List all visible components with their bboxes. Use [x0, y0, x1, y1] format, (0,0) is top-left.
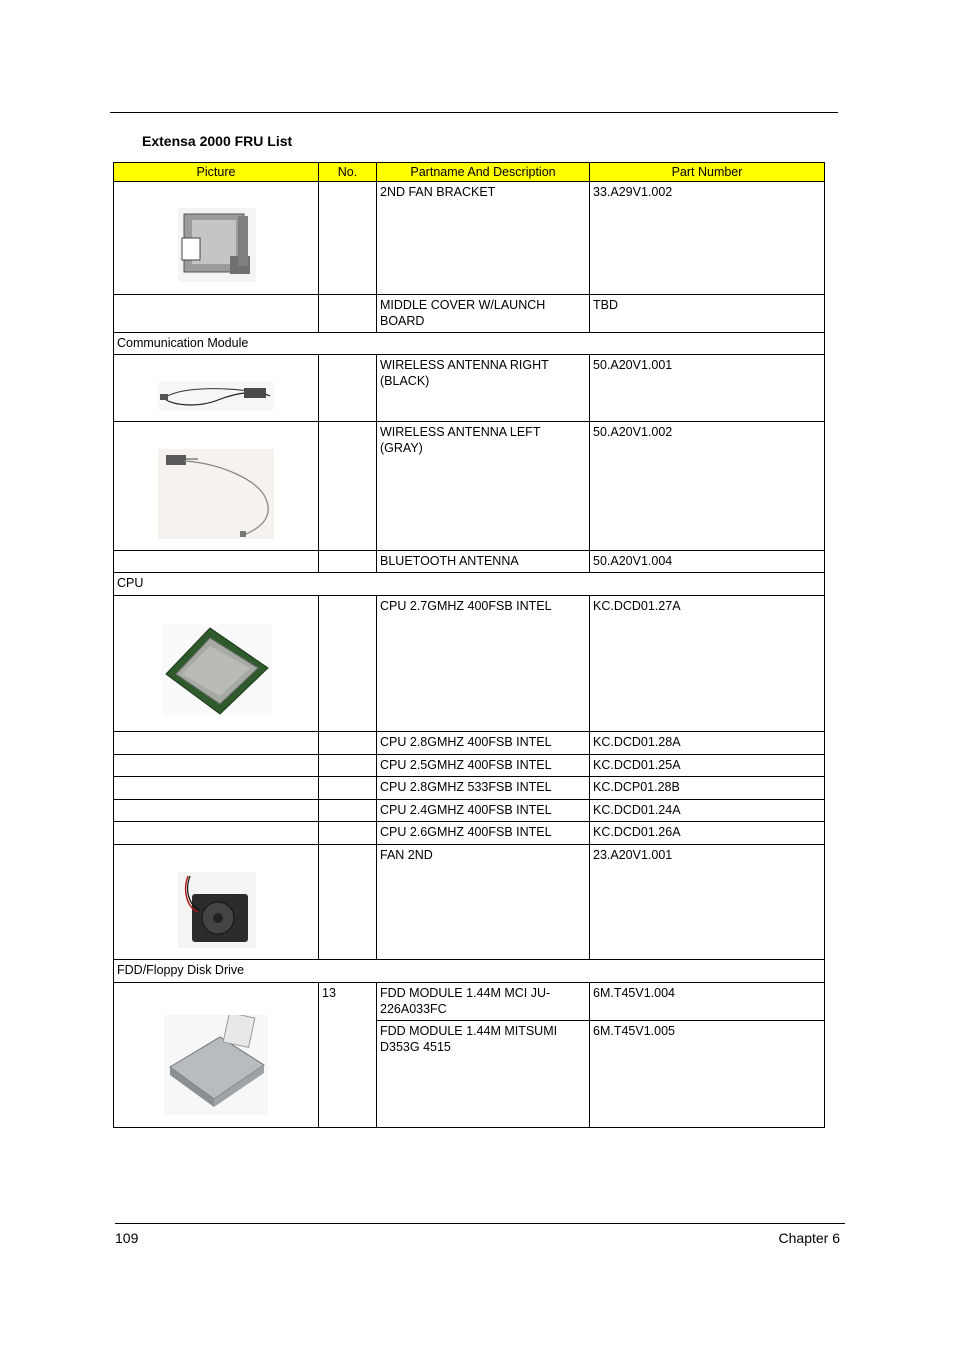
no-cell	[319, 596, 377, 732]
picture-cell	[114, 800, 319, 822]
fru-table	[113, 162, 825, 1128]
section-label: CPU	[114, 573, 825, 596]
no-cell	[319, 551, 377, 573]
part-number-cell: 6M.T45V1.004	[590, 983, 825, 1021]
table-row	[114, 596, 825, 732]
picture-cell	[114, 422, 319, 551]
description-cell: WIRELESS ANTENNA LEFT (GRAY)	[377, 422, 590, 551]
no-cell	[319, 355, 377, 422]
section-label: Communication Module	[114, 333, 825, 355]
part-number-cell: KC.DCD01.26A	[590, 822, 825, 845]
table-row	[114, 355, 825, 422]
fan-bracket-image	[178, 208, 256, 282]
section-row	[114, 333, 825, 355]
table-row	[114, 422, 825, 551]
picture-cell	[114, 551, 319, 573]
no-cell	[319, 422, 377, 551]
table-row	[114, 295, 825, 333]
column-header-description: Partname And Description	[377, 163, 590, 182]
part-number-cell: KC.DCP01.28B	[590, 777, 825, 800]
picture-cell	[114, 755, 319, 777]
header-rule	[110, 112, 838, 113]
chapter-label: Chapter 6	[778, 1230, 840, 1246]
part-number-cell: KC.DCD01.24A	[590, 800, 825, 822]
picture-cell	[114, 355, 319, 422]
page-number: 109	[115, 1230, 139, 1246]
description-cell: CPU 2.8GMHZ 400FSB INTEL	[377, 732, 590, 755]
description-cell: CPU 2.6GMHZ 400FSB INTEL	[377, 822, 590, 845]
table-row	[114, 800, 825, 822]
part-number-cell: 50.A20V1.001	[590, 355, 825, 422]
no-cell	[319, 777, 377, 800]
picture-cell	[114, 732, 319, 755]
table-row	[114, 822, 825, 845]
description-cell: 2ND FAN BRACKET	[377, 182, 590, 295]
column-header-picture: Picture	[114, 163, 319, 182]
part-number-cell: 50.A20V1.002	[590, 422, 825, 551]
part-number-cell: KC.DCD01.25A	[590, 755, 825, 777]
document-title: Extensa 2000 FRU List	[142, 133, 293, 149]
description-cell: WIRELESS ANTENNA RIGHT (BLACK)	[377, 355, 590, 422]
antenna-left-image	[158, 449, 274, 539]
table-row	[114, 983, 825, 1021]
picture-cell	[114, 295, 319, 333]
part-number-cell: 33.A29V1.002	[590, 182, 825, 295]
description-cell: CPU 2.7GMHZ 400FSB INTEL	[377, 596, 590, 732]
picture-cell	[114, 822, 319, 845]
no-cell	[319, 755, 377, 777]
part-number-cell: KC.DCD01.27A	[590, 596, 825, 732]
antenna-right-image	[158, 382, 274, 410]
no-cell: 13	[319, 983, 377, 1128]
column-header-part-number: Part Number	[590, 163, 825, 182]
description-cell: FAN 2ND	[377, 845, 590, 960]
part-number-cell: 23.A20V1.001	[590, 845, 825, 960]
cpu-image	[162, 624, 272, 716]
fan-image	[178, 872, 256, 948]
description-cell: CPU 2.4GMHZ 400FSB INTEL	[377, 800, 590, 822]
no-cell	[319, 845, 377, 960]
table-row	[114, 182, 825, 295]
section-label: FDD/Floppy Disk Drive	[114, 960, 825, 983]
section-row	[114, 960, 825, 983]
part-number-cell: 50.A20V1.004	[590, 551, 825, 573]
footer-rule	[115, 1223, 845, 1224]
no-cell	[319, 732, 377, 755]
table-row	[114, 845, 825, 960]
part-number-cell: 6M.T45V1.005	[590, 1021, 825, 1128]
part-number-cell: TBD	[590, 295, 825, 333]
description-cell: FDD MODULE 1.44M MCI JU-226A033FC	[377, 983, 590, 1021]
description-cell: BLUETOOTH ANTENNA	[377, 551, 590, 573]
description-cell: CPU 2.8GMHZ 533FSB INTEL	[377, 777, 590, 800]
no-cell	[319, 822, 377, 845]
table-row	[114, 777, 825, 800]
floppy-drive-image	[164, 1015, 268, 1115]
description-cell: FDD MODULE 1.44M MITSUMI D353G 4515	[377, 1021, 590, 1128]
table-row	[114, 755, 825, 777]
description-cell: MIDDLE COVER W/LAUNCH BOARD	[377, 295, 590, 333]
no-cell	[319, 295, 377, 333]
part-number-cell: KC.DCD01.28A	[590, 732, 825, 755]
no-cell	[319, 182, 377, 295]
table-header-row	[114, 163, 825, 182]
picture-cell	[114, 845, 319, 960]
picture-cell	[114, 983, 319, 1128]
picture-cell	[114, 182, 319, 295]
table-row	[114, 732, 825, 755]
description-cell: CPU 2.5GMHZ 400FSB INTEL	[377, 755, 590, 777]
picture-cell	[114, 596, 319, 732]
table-row	[114, 551, 825, 573]
section-row	[114, 573, 825, 596]
no-cell	[319, 800, 377, 822]
column-header-no: No.	[319, 163, 377, 182]
picture-cell	[114, 777, 319, 800]
